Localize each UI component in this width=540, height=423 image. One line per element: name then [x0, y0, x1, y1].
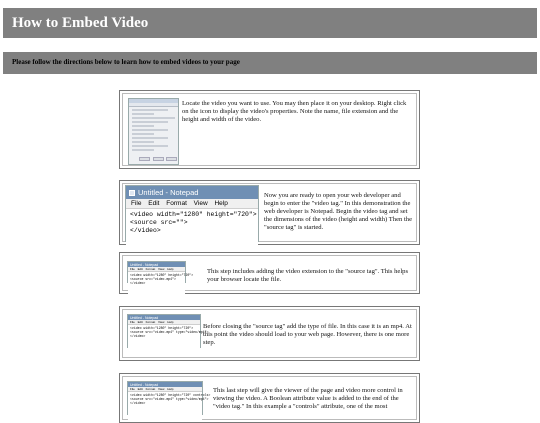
notepad-screenshot-5: [127, 381, 211, 415]
notepad-window-title: Untitled - Notepad: [128, 315, 200, 320]
notepad-icon: [129, 190, 135, 196]
notepad-screenshot-4: [127, 314, 209, 348]
video-properties-screenshot: [128, 98, 179, 165]
notepad-window-title: Untitled - Notepad: [128, 382, 202, 387]
instructions-text: Please follow the directions below to learn how to embed videos to your page: [12, 58, 240, 66]
notepad-screenshot-3: [127, 261, 194, 285]
step-4: [119, 306, 420, 361]
step-5-text: This last step will give the viewer of the page and video more control in viewing the video. A Boolean attribute value is added to the end of the "video tag." In this example a "controls" attribute, one of the most: [213, 387, 403, 410]
notepad-code: <video width="1280" height="720"> <source src="video.mp4"> </video>: [128, 272, 185, 302]
notepad-code: <video width="1280" height="720"> <source src="video.mp4" type="video/mp4"> </video>: [128, 325, 200, 355]
page-title: How to Embed Video: [12, 15, 149, 31]
notepad-window-title: Untitled - Notepad: [138, 188, 199, 197]
notepad-menu-bar: File Edit Format View Help: [128, 387, 202, 392]
page-header: [3, 8, 537, 38]
notepad-menu-bar: File Edit Format View Help: [128, 267, 185, 272]
step-1-text: Locate the video you want to use. You may then place it on your desktop. Right click on the icon to display the video's properties. Note the name, file extension and the height and width of the video.: [182, 100, 407, 123]
step-1: [119, 90, 420, 169]
step-3: [119, 252, 420, 294]
step-2-text: Now you are ready to open your web developer and begin to enter the "video tag." In this demonstration the web developer is Notepad. Begin the video tag and set the dimensions of the video (height and width) Then the "source tag" is started.: [264, 192, 413, 231]
notepad-window-title: Untitled - Notepad: [128, 262, 185, 267]
notepad-menu-bar: File Edit Format View Help: [128, 320, 200, 325]
notepad-code: <video width="1280" height="720" controls> <source src="video.mp4" type="video/mp4"> </video>: [128, 392, 202, 422]
notepad-code: <video width="1280" height="720"> <source src=""> </video>: [126, 209, 258, 269]
step-3-text: This step includes adding the video extension to the "source tag". This helps your browser locate the file.: [207, 268, 409, 283]
step-4-text: Before closing the "source tag" add the type of file. In this case it is an mp4. At this point the video should load to your web page. However, there is one more step.: [203, 323, 412, 346]
step-5: [119, 373, 420, 423]
step-2: [119, 180, 420, 245]
notepad-menu-bar: File Edit Format View Help: [126, 199, 258, 209]
instructions-banner: [3, 52, 537, 74]
notepad-screenshot-2: [125, 185, 259, 242]
